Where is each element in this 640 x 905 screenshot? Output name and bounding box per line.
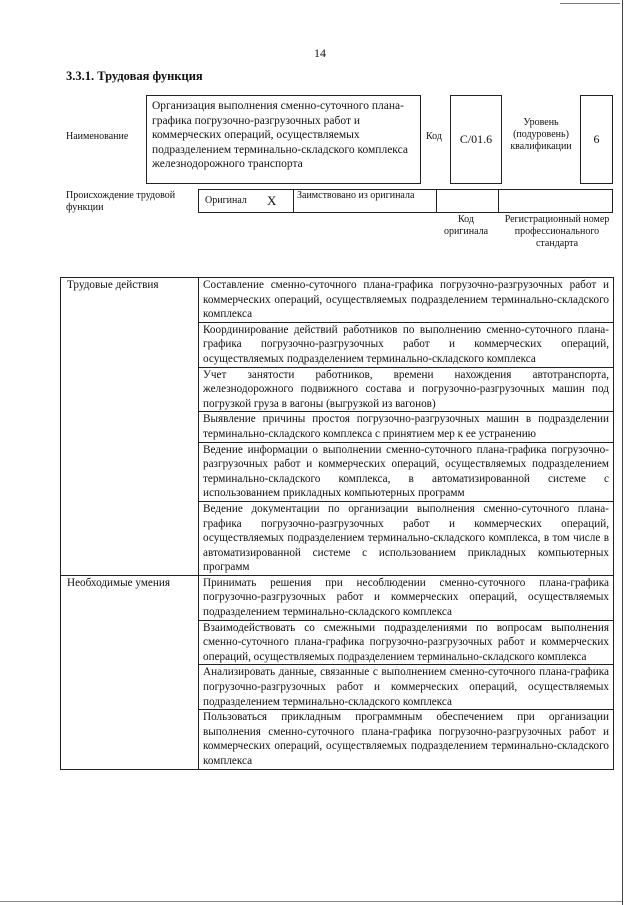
function-details-table bbox=[60, 277, 614, 770]
origin-divider bbox=[498, 190, 499, 212]
required-skills-heading: Необходимые умения bbox=[61, 575, 199, 769]
origin-divider bbox=[293, 190, 294, 212]
origin-row bbox=[198, 189, 613, 213]
labor-actions-heading: Трудовые действия bbox=[61, 278, 199, 576]
table-row bbox=[61, 278, 614, 323]
page-edge-top bbox=[560, 3, 620, 4]
page-number: 14 bbox=[314, 46, 326, 60]
borrowed-label: Заимствовано из оригинала bbox=[297, 190, 415, 201]
original-label: Оригинал bbox=[205, 195, 247, 206]
labor-action-item: Координирование действий работников по выполнению сменно-суточного плана-графика погрузочно-разгрузочных работ и коммерческих операций, осуществляемых подразделением терминально-складского комплекса bbox=[199, 322, 614, 367]
section-title: 3.3.1. Трудовая функция bbox=[66, 69, 203, 83]
required-skill-item: Принимать решения при несоблюдении сменно-суточного плана-графика погрузочно-разгрузочных работ и коммерческих операций, осуществляемых подразделением терминально-складского комплекса bbox=[199, 575, 614, 620]
labor-action-item: Выявление причины простоя погрузочно-разгрузочных машин в подразделении терминально-складского комплекса с принятием мер к ее устранению bbox=[199, 412, 614, 442]
required-skill-item: Анализировать данные, связанные с выполнением сменно-суточного плана-графика погрузочно-разгрузочных работ и коммерческих операций, осуществляемых подразделением терминально-складского комплекса bbox=[199, 665, 614, 710]
required-skill-item: Пользоваться прикладным программным обеспечением при организации выполнения сменно-суточного плана-графика погрузочно-разгрузочных работ и коммерческих операций, осуществляемых подразделением терминально-складского комплекса bbox=[199, 710, 614, 769]
required-skill-item: Взаимодействовать со смежными подразделениями по вопросам выполнения сменно-суточного плана-графика погрузочно-разгрузочных работ и коммерческих операций, осуществляемых подразделением терминально-складского комплекса bbox=[199, 620, 614, 665]
registration-number-caption: Регистрационный номер профессионального стандарта bbox=[504, 214, 610, 249]
labor-action-item: Учет занятости работников, времени нахождения автотранспорта, железнодорожного подвижного состава и погрузочно-разгрузочных машин под погрузкой груза в вагоны (выгрузкой из вагонов) bbox=[199, 367, 614, 412]
labor-action-item: Ведение документации по организации выполнения сменно-суточного плана-графика погрузочно-разгрузочных работ и коммерческих операций, осуществляемых подразделением терминально-складского комплекса, в том числе в автоматизированной системе с использованием прикладных компьютерных программ bbox=[199, 501, 614, 575]
page-edge-right bbox=[622, 0, 623, 905]
origin-label: Происхождение трудовой функции bbox=[66, 190, 176, 213]
name-label: Наименование bbox=[66, 131, 129, 142]
function-name-box: Организация выполнения сменно-суточного плана-графика погрузочно-разгрузочных работ и коммерческих операций, осуществляемых подразделением терминально-складского комплекса железнодорожного транспорта bbox=[146, 95, 421, 184]
origin-divider bbox=[436, 190, 437, 212]
code-original-caption: Код оригинала bbox=[443, 214, 489, 237]
level-label: Уровень (подуровень) квалификации bbox=[510, 117, 572, 152]
labor-action-item: Составление сменно-суточного плана-графика погрузочно-разгрузочных работ и коммерческих операций, осуществляемых подразделением терминально-складского комплекса bbox=[199, 278, 614, 323]
code-label: Код bbox=[426, 131, 442, 142]
original-mark: X bbox=[267, 193, 277, 208]
labor-action-item: Ведение информации о выполнении сменно-суточного плана-графика погрузочно-разгрузочных работ и коммерческих операций, осуществляемых подразделением терминально-складского комплекса, в автоматизированной системе с использованием прикладных компьютерных программ bbox=[199, 442, 614, 501]
level-value-box: 6 bbox=[580, 95, 613, 184]
page-edge-bottom bbox=[0, 901, 622, 902]
table-row bbox=[61, 575, 614, 620]
code-value-box: C/01.6 bbox=[450, 95, 502, 184]
